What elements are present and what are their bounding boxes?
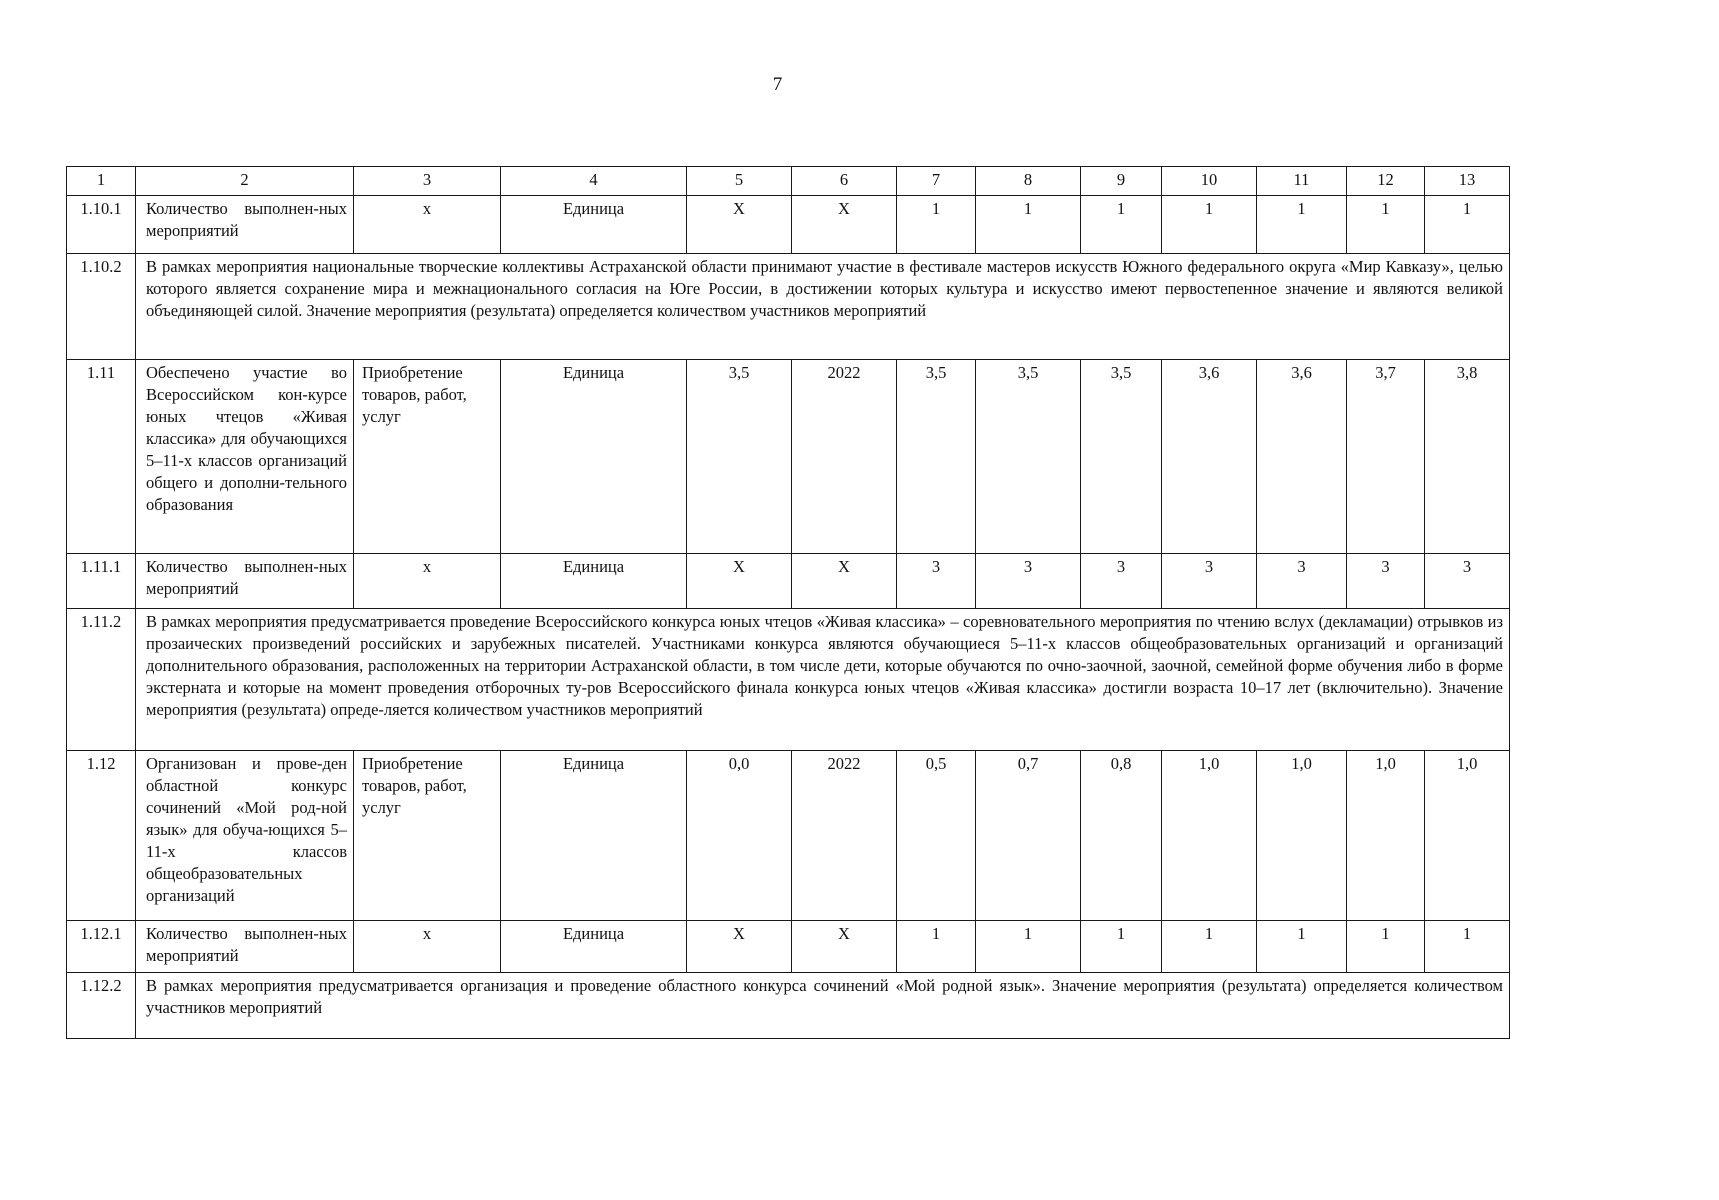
indicator-type: х (354, 921, 501, 973)
year-value: 3 (1347, 554, 1425, 609)
year-value: 1 (1081, 196, 1162, 254)
base-value: 0,0 (687, 751, 792, 921)
year-value: 1 (1162, 196, 1257, 254)
table-row (67, 973, 1510, 1039)
column-header: 10 (1162, 167, 1257, 196)
row-number: 1.11 (67, 360, 136, 554)
year-value: 3 (976, 554, 1081, 609)
year-value: 0,7 (976, 751, 1081, 921)
table-row (67, 609, 1510, 751)
year-value: 3 (1162, 554, 1257, 609)
column-header: 4 (501, 167, 687, 196)
column-header: 12 (1347, 167, 1425, 196)
indicator-type: х (354, 196, 501, 254)
base-year: X (792, 554, 897, 609)
year-value: 3,5 (897, 360, 976, 554)
indicator-name: Количество выполнен-ных мероприятий (136, 554, 354, 609)
indicator-name: Количество выполнен-ных мероприятий (136, 921, 354, 973)
year-value: 3 (1081, 554, 1162, 609)
column-header: 13 (1425, 167, 1510, 196)
base-year: 2022 (792, 360, 897, 554)
header-row (67, 167, 1510, 196)
year-value: 1 (897, 196, 976, 254)
table-row (67, 196, 1510, 254)
unit: Единица (501, 751, 687, 921)
column-header: 5 (687, 167, 792, 196)
column-header: 1 (67, 167, 136, 196)
year-value: 1 (1162, 921, 1257, 973)
column-header: 8 (976, 167, 1081, 196)
base-year: 2022 (792, 751, 897, 921)
year-value: 1 (1425, 921, 1510, 973)
unit: Единица (501, 196, 687, 254)
year-value: 1 (1347, 196, 1425, 254)
column-header: 6 (792, 167, 897, 196)
year-value: 3,7 (1347, 360, 1425, 554)
indicator-type: Приобретение товаров, работ, услуг (354, 751, 501, 921)
table-row (67, 921, 1510, 973)
table-row (67, 751, 1510, 921)
year-value: 1 (976, 921, 1081, 973)
base-year: X (792, 196, 897, 254)
description-text: В рамках мероприятия предусматривается проведение Всероссийского конкурса юных чтецов «Живая классика» – соревновательного мероприятия по чтению вслух (декламации) отрывков из прозаических произведений российских и зарубежных писателей. Участниками конкурса являются обучающиеся 5–11-х классов общеобразовательных организаций и организаций дополнительного образования, расположенных на территории Астраханской области, в том числе дети, которые обучаются по очно-заочной, заочной, семейной форме обучения либо в форме экстерната и которые на момент проведения отборочных ту-ров Всероссийского финала конкурса юных чтецов «Живая классика» достигли возраста 10–17 лет (включительно). Значение мероприятия (результата) опреде-ляется количеством участников мероприятий (136, 609, 1510, 751)
year-value: 1 (976, 196, 1081, 254)
description-text: В рамках мероприятия предусматривается организация и проведение областного конкурса сочинений «Мой родной язык». Значение мероприятия (результата) определяется количеством участников мероприятий (136, 973, 1510, 1039)
indicator-type: х (354, 554, 501, 609)
base-year: X (792, 921, 897, 973)
base-value: X (687, 554, 792, 609)
base-value: X (687, 921, 792, 973)
column-header: 9 (1081, 167, 1162, 196)
page-number: 7 (772, 74, 783, 95)
table-row (67, 360, 1510, 554)
indicator-name: Обеспечено участие во Всероссийском кон-курсе юных чтецов «Живая классика» для обучающихся 5–11-х классов организаций общего и дополни-тельного образования (136, 360, 354, 554)
year-value: 3,8 (1425, 360, 1510, 554)
indicator-table (66, 166, 1510, 1039)
row-number: 1.10.1 (67, 196, 136, 254)
unit: Единица (501, 554, 687, 609)
year-value: 1,0 (1162, 751, 1257, 921)
unit: Единица (501, 921, 687, 973)
year-value: 1 (1081, 921, 1162, 973)
year-value: 1,0 (1257, 751, 1347, 921)
year-value: 1 (1347, 921, 1425, 973)
table-row (67, 254, 1510, 360)
year-value: 0,5 (897, 751, 976, 921)
year-value: 3 (1425, 554, 1510, 609)
year-value: 3 (897, 554, 976, 609)
table-row (67, 554, 1510, 609)
base-value: X (687, 196, 792, 254)
year-value: 1 (1257, 196, 1347, 254)
row-number: 1.10.2 (67, 254, 136, 360)
column-header: 3 (354, 167, 501, 196)
year-value: 1,0 (1425, 751, 1510, 921)
description-text: В рамках мероприятия национальные творческие коллективы Астраханской области принимают участие в фестивале мастеров искусств Южного федерального округа «Мир Кавказу», целью которого является сохранение мира и межнационального согласия на Юге России, в достижении которых культура и искусство имеют первостепенное значение и являются великой объединяющей силой. Значение мероприятия (результата) определяется количеством участников мероприятий (136, 254, 1510, 360)
row-number: 1.12.2 (67, 973, 136, 1039)
year-value: 1 (1257, 921, 1347, 973)
year-value: 1 (897, 921, 976, 973)
row-number: 1.11.1 (67, 554, 136, 609)
column-header: 2 (136, 167, 354, 196)
row-number: 1.11.2 (67, 609, 136, 751)
indicator-type: Приобретение товаров, работ, услуг (354, 360, 501, 554)
year-value: 3,6 (1162, 360, 1257, 554)
year-value: 1,0 (1347, 751, 1425, 921)
year-value: 3 (1257, 554, 1347, 609)
unit: Единица (501, 360, 687, 554)
base-value: 3,5 (687, 360, 792, 554)
column-header: 7 (897, 167, 976, 196)
year-value: 1 (1425, 196, 1510, 254)
year-value: 3,5 (976, 360, 1081, 554)
row-number: 1.12.1 (67, 921, 136, 973)
year-value: 0,8 (1081, 751, 1162, 921)
column-header: 11 (1257, 167, 1347, 196)
row-number: 1.12 (67, 751, 136, 921)
indicator-name: Количество выполнен-ных мероприятий (136, 196, 354, 254)
indicator-name: Организован и прове-ден областной конкурс сочинений «Мой род-ной язык» для обуча-ющихся 5–11-х классов общеобразовательных организаций (136, 751, 354, 921)
year-value: 3,5 (1081, 360, 1162, 554)
year-value: 3,6 (1257, 360, 1347, 554)
